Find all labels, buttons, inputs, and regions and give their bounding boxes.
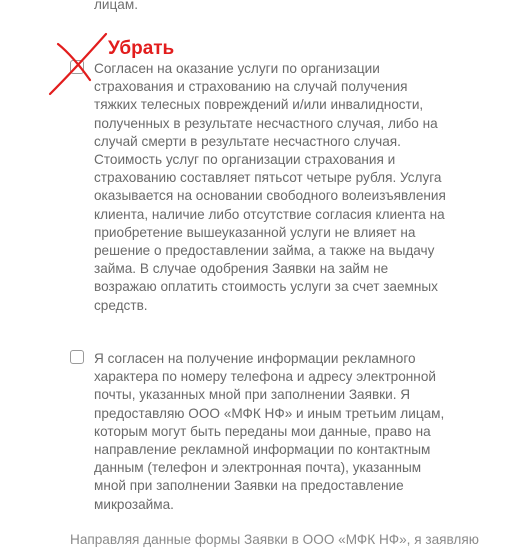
advertising-consent-checkbox[interactable] <box>70 350 84 364</box>
advertising-consent-text: Я согласен на получение информации рекламного характера по номеру телефона и адресу электронной почты, указанных мной при заполнении Заявки. Я предоставляю ООО «МФК НФ» и иным третьим лицам, которым могут быть переданы мои данные, право на направление рекламной информации по контактным данным (телефон и электронная почта), указанным мной при заполнении Заявки на предоставление микрозайма. <box>94 351 445 512</box>
remove-annotation-label: Убрать <box>108 38 175 59</box>
submission-statement-tail: Направляя данные формы Заявки в ООО «МФК НФ», я заявляю <box>70 532 479 547</box>
insurance-consent-checkbox[interactable] <box>70 60 84 74</box>
advertising-consent <box>70 350 450 514</box>
insurance-consent <box>70 60 450 315</box>
insurance-consent-text: Согласен на оказание услуги по организации страхования и страхованию на случай получения тяжких телесных повреждений и/или инвалидности, полученных в результате несчастного случая, либо на случай смерти в результате несчастного случая. Стоимость услуг по организации страхования и страхованию составляет пятьсот четыре рубля. Услуга оказывается на основании свободного волеизъявления клиента, наличие либо отсутствие согласия клиента на приобретение вышеуказанной услуги не влияет на решение о предоставлении займа, а также на выдачу займа. В случае одобрения Заявки на займ не возражаю оплатить стоимость услуги за счет заемных средств. <box>94 61 446 313</box>
previous-consent-tail: лицам. <box>94 0 138 12</box>
